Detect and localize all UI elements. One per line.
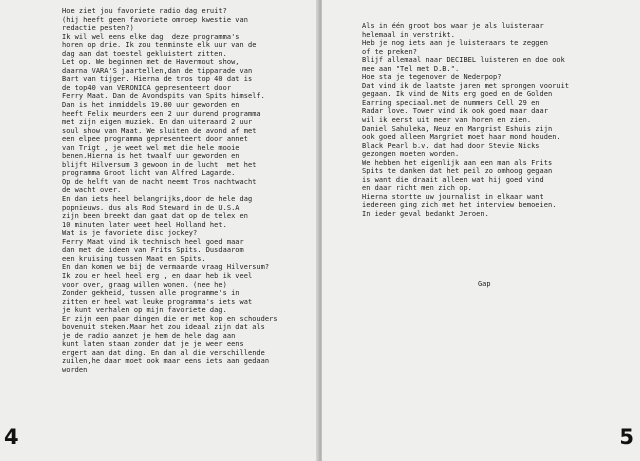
text-line: Dat vind ik de laatste jaren met sprongen vooruit [362, 81, 570, 90]
text-line: Ferry Maat. Dan de Avondspits van Spits himself. [62, 92, 265, 101]
text-line: en daar richt men zich op. [362, 184, 472, 193]
text-line: soul show van Maat. We sluiten de avond af met [62, 126, 257, 135]
text-line: kunt laten staan zonder dat je je weer eens [62, 340, 244, 349]
text-line: 10 minuten later weet heel Holland het. [62, 220, 227, 229]
text-line: In ieder geval bedankt Jeroen. [362, 210, 489, 219]
text-line: bovenuit steken.Maar het zou ideaal zijn dat als [62, 323, 265, 332]
text-line: Hierna stortte uw journalist in elkaar want [362, 192, 544, 201]
text-line: Als in één groot bos waar je als luisteraar [362, 22, 544, 30]
text-line: En dan komen we bij de vermaarde vraag Hilversum? [62, 263, 270, 272]
text-line: iedereen ging zich met het interview bemoeien. [362, 201, 557, 210]
text-line: Bart van tijger. Hierna de tros top 40 dat is [62, 75, 253, 84]
text-line: Blijf allemaal naar DECIBEL luisteren en doe ook [362, 56, 565, 65]
text-line: (hij heeft geen favoriete omroep kwestie van [62, 15, 248, 24]
text-line: een kruising tussen Maat en Spits. [62, 254, 206, 263]
right-page-text [362, 22, 569, 219]
text-line: daarna VARA'S jaartellen,dan de tipparade van [62, 66, 253, 75]
text-line: Dan is het inmiddels 19.00 uur geworden en [62, 101, 240, 110]
text-line: mee aan "Tel met D.B.". [362, 64, 460, 73]
text-line: Daniel Sahuleka, Neuz en Margrist Eshuis zijn [362, 124, 553, 133]
text-line: worden [62, 365, 88, 374]
text-line: redactie pesten?) [62, 24, 134, 33]
left-page-text [62, 7, 278, 375]
text-line: horen op drie. Ik zou tenminste elk uur van de [62, 41, 257, 50]
text-line: Let op. We beginnen met de Havermout show, [62, 58, 240, 67]
text-line: zuilen,he daar moet ook maar eens iets aan gedaan [62, 357, 270, 366]
text-line: Ik zou er heel heel erg , en daar heb ik veel [62, 271, 253, 280]
text-line: ook goed alleen Margriet moet haar mond houden. [362, 133, 561, 142]
text-line: gezongen moeten worden. [362, 150, 460, 159]
text-line: gegaan. Ik vind de Nits erg goed en de Golden [362, 90, 553, 99]
text-line: de wacht over. [62, 186, 122, 195]
text-line: En dan iets heel belangrijks,door de hele dag [62, 195, 253, 204]
text-line: Earring speciaal.met de nummers Cell 29 en [362, 98, 540, 107]
text-line: Heb je nog iets aan je luisteraars te zeggen [362, 39, 548, 48]
text-line: popnieuws. dus als Rod Steward in de U.S.A [62, 203, 240, 212]
text-line: voor over, graag willen wonen. (nee he) [62, 280, 227, 289]
text-line: zijn been breekt dan gaat dat op de telex en [62, 212, 248, 221]
text-line: blijft Hilversum 3 gewoon in de lucht met het [62, 160, 257, 169]
text-line: Er zijn een paar dingen die er met kop en schouders [62, 314, 278, 323]
text-line: of te preken? [362, 47, 417, 56]
text-line: een elpee programma gepresenteert door annet [62, 135, 248, 144]
text-line: Hoe sta je tegenover de Nederpop? [362, 73, 502, 82]
text-line: ergert aan dat ding. En dan al die verschillende [62, 348, 265, 357]
author-signature: Gap [478, 280, 491, 288]
text-line: de top40 van VERONICA gepresenteert door [62, 83, 232, 92]
text-line: benen.Hierna is het twaalf uur geworden en [62, 152, 240, 161]
text-line: We hebben het eigenlijk aan een man als Frits [362, 158, 553, 167]
text-line: je kunt verhalen op mijn favoriete dag. [62, 306, 227, 315]
text-line: je de radio aanzet je hem de hele dag aan [62, 331, 236, 340]
text-line: programma Groot licht van Alfred Lagarde. [62, 169, 236, 178]
text-line: Zonder gekheid, tussen alle programme's in [62, 289, 240, 298]
text-line: dan met de ideen van Frits Spits. Dusdaarom [62, 246, 244, 255]
text-line: Black Pearl b.v. dat had door Stevie Nicks [362, 141, 540, 150]
text-line: Ferry Maat vind ik technisch heel goed maar [62, 237, 244, 246]
text-line: zitten er heel wat leuke programma's iets wat [62, 297, 253, 306]
text-line: helemaal in verstrikt. [362, 30, 455, 39]
text-line: wil ik eerst uit meer van horen en zien. [362, 116, 532, 125]
text-line: dag aan dat toestel gekluistert zitten. [62, 49, 227, 58]
text-line: is want die draait alleen wat hij goed vind [362, 175, 544, 184]
page-number-right: 5 [619, 425, 634, 449]
text-line: heeft Felix meurders een 2 uur durend programma [62, 109, 261, 118]
text-line: met zijn eigen muziek. En dan uiteraard 2 uur [62, 118, 253, 127]
text-line: van Trigt , je weet wel met die hele mooie [62, 143, 240, 152]
text-line: Spits te danken dat het peil zo omhoog gegaan [362, 167, 553, 176]
text-line: Ik wil wel eens elke dag deze programma's [62, 32, 240, 41]
text-line: Op de helft van de nacht neemt Tros nachtwacht [62, 177, 257, 186]
text-line: Hoe ziet jou favoriete radio dag eruit? [62, 7, 227, 15]
text-line: Radar love. Tower vind ik ook goed maar daar [362, 107, 548, 116]
right-page [322, 0, 640, 461]
left-page [0, 0, 318, 461]
page-number-left: 4 [4, 425, 19, 449]
text-line: Wat is je favoriete disc jockey? [62, 229, 198, 238]
